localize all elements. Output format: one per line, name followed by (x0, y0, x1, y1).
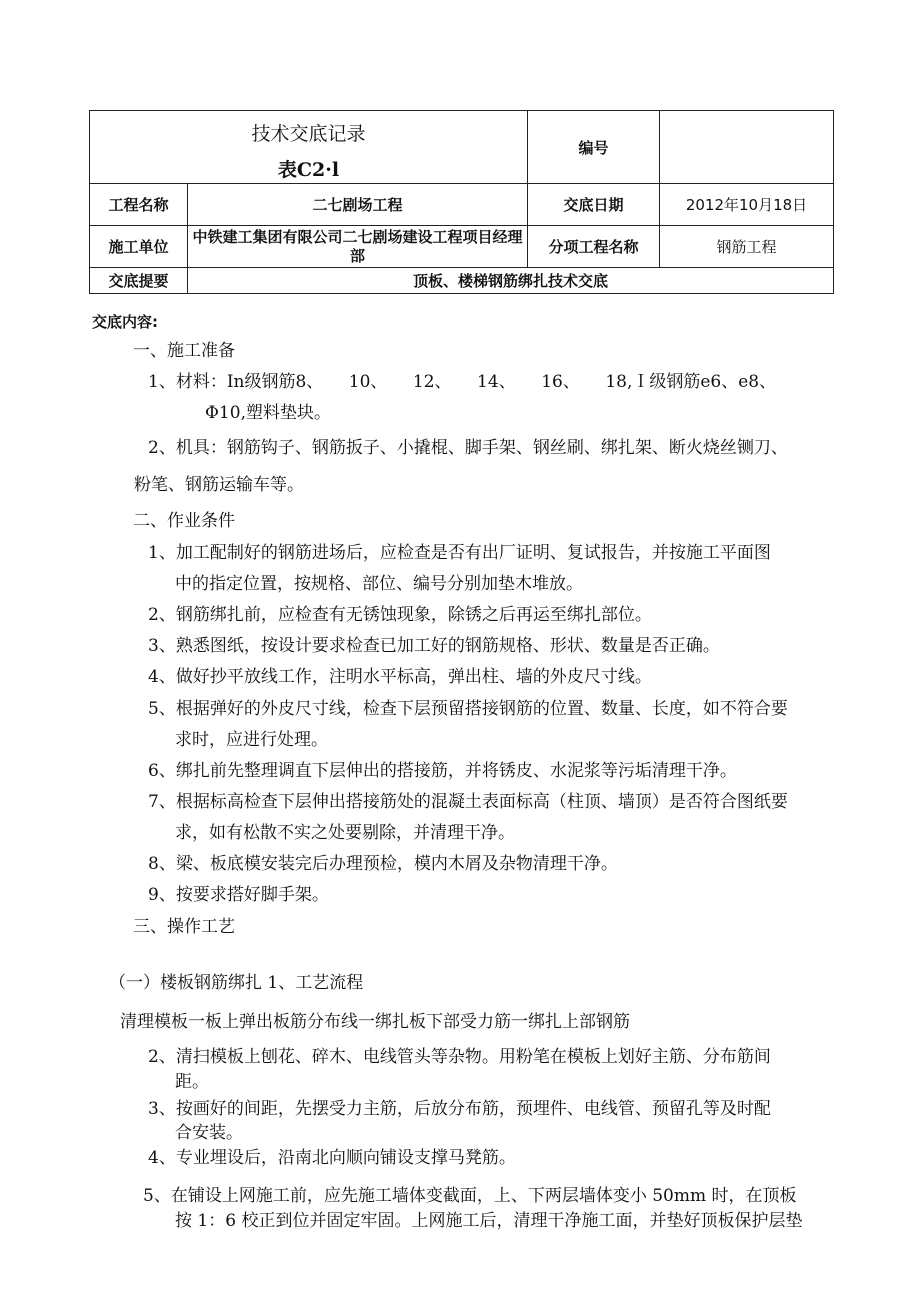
summary-label: 交底提要 (90, 268, 188, 294)
subsection-heading: （一）楼板钢筋绑扎 1、工艺流程 (109, 973, 364, 993)
paragraph-line: 中的指定位置，按规格、部位、编号分别加垫木堆放。 (175, 574, 583, 594)
paragraph-line: 3、按画好的间距，先摆受力主筋，后放分布筋，预埋件、电线管、预留孔等及时配 (148, 1099, 771, 1119)
paragraph-line: 3、熟悉图纸，按设计要求检查已加工好的钢筋规格、形状、数量是否正确。 (148, 636, 720, 656)
paragraph-line: 粉笔、钢筋运输车等。 (134, 475, 304, 495)
paragraph-line: 1、材料：In级钢筋8、 10、 12、 14、 16、 18,Ｉ级钢筋e6、e8、 (148, 372, 777, 392)
paragraph-line: 1、加工配制好的钢筋进场后，应检查是否有出厂证明、复试报告，并按施工平面图 (148, 543, 771, 563)
project-label: 工程名称 (90, 184, 188, 226)
paragraph-line: 5、在铺设上网施工前，应先施工墙体变截面，上、下两层墙体变小 50mm 时，在顶板 (143, 1186, 797, 1206)
subitem-value: 钢筋工程 (660, 226, 834, 268)
paragraph-line: 5、根据弹好的外皮尺寸线，检查下层预留搭接钢筋的位置、数量、长度，如不符合要 (148, 699, 788, 719)
paragraph-line: 7、根据标高检查下层伸出搭接筋处的混凝土表面标高（柱顶、墙顶）是否符合图纸要 (148, 792, 788, 812)
paragraph-line: 距。 (175, 1072, 209, 1092)
unit-label: 施工单位 (90, 226, 188, 268)
date-value: 2012年10月18日 (660, 184, 834, 226)
document-title: 技术交底记录 (251, 123, 366, 145)
paragraph-line: 求时，应进行处理。 (175, 730, 328, 750)
paragraph-line: 9、按要求搭好脚手架。 (148, 885, 329, 905)
paragraph-line: 2、清扫模板上刨花、碎木、电线管头等杂物。用粉笔在模板上划好主筋、分布筋间 (148, 1047, 771, 1067)
unit-value: 中铁建工集团有限公司二七剧场建设工程项目经理部 (188, 226, 528, 268)
section-heading: 一、施工准备 (133, 341, 235, 361)
project-value: 二七剧场工程 (188, 184, 528, 226)
subitem-label: 分项工程名称 (528, 226, 660, 268)
process-flow-line: 清理模板一板上弹出板筋分布线一绑扎板下部受力筋一绑扎上部钢筋 (120, 1012, 630, 1032)
paragraph-line: Φ10,塑料垫块。 (205, 403, 331, 423)
paragraph-line: 合安装。 (175, 1123, 243, 1143)
paragraph-line: 2、机具：钢筋钩子、钢筋扳子、小撬棍、脚手架、钢丝刷、绑扎架、断火烧丝铡刀、 (148, 438, 788, 458)
paragraph-line: 6、绑扎前先整理调直下层伸出的搭接筋，并将锈皮、水泥浆等污垢清理干净。 (148, 761, 737, 781)
paragraph-line: 4、专业埋设后，沿南北向顺向铺设支撑马凳筋。 (148, 1148, 516, 1168)
content-label: 交底内容: (92, 313, 158, 331)
section-heading: 二、作业条件 (133, 511, 235, 531)
paragraph-line: 按 1：6 校正到位并固定牢固。上网施工后，清理干净施工面，并垫好顶板保护层垫 (175, 1211, 803, 1231)
paragraph-line: 4、做好抄平放线工作，注明水平标高，弹出柱、墙的外皮尺寸线。 (148, 667, 652, 687)
form-number: 表C2·l (277, 159, 340, 181)
date-label: 交底日期 (528, 184, 660, 226)
paragraph-line: 8、梁、板底模安装完后办理预检，模内木屑及杂物清理干净。 (148, 854, 618, 874)
summary-value: 顶板、楼梯钢筋绑扎技术交底 (188, 268, 834, 294)
paragraph-line: 2、钢筋绑扎前，应检查有无锈蚀现象，除锈之后再运至绑扎部位。 (148, 605, 652, 625)
section-heading: 三、操作工艺 (133, 917, 235, 937)
code-label: 编号 (528, 111, 660, 184)
paragraph-line: 求，如有松散不实之处要剔除，并清理干净。 (175, 823, 515, 843)
